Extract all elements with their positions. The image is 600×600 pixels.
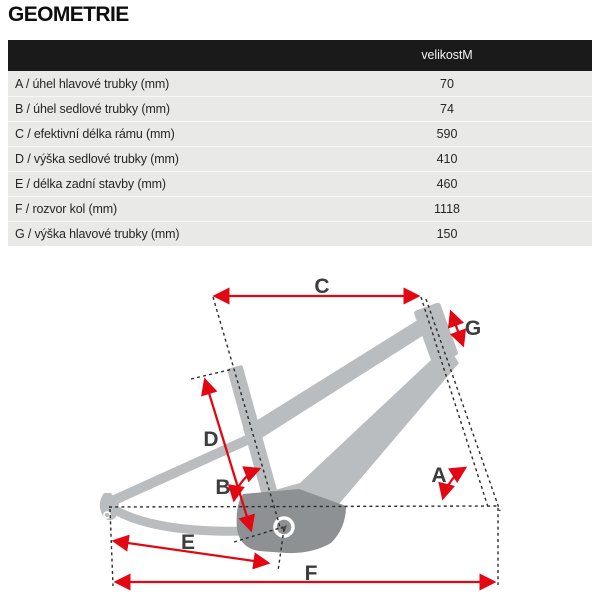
row-label: G / výška hlavové trubky (mm) [15,227,180,241]
table-row [8,146,592,171]
header-label-spacer [8,40,302,71]
bike-geometry-diagram [0,252,600,600]
row-value: 70 [440,76,454,91]
row-value: 590 [436,127,458,141]
table-row [8,121,592,146]
rear-vertical-line [110,509,113,586]
row-label: A / úhel hlavové trubky (mm) [15,76,170,91]
label-G: G [464,317,482,340]
table-row [8,171,592,196]
page-title: GEOMETRIE [8,3,129,26]
row-label: C / efektivní délka rámu (mm) [15,127,175,141]
row-label: B / úhel sedlové trubky (mm) [15,102,170,116]
top-tube [243,313,435,446]
table-row [8,196,592,221]
row-value: 1118 [434,202,460,216]
label-A: A [431,464,447,487]
bike-frame [100,302,459,553]
table-row [8,96,592,121]
table-row [8,221,592,246]
chainstay-tube [107,505,252,531]
horizontal-axle-line [109,506,497,507]
label-B: B [215,476,231,499]
row-value: 460 [436,177,458,191]
row-value: 410 [436,152,458,166]
seat-top-tick [191,369,233,379]
row-label: F / rozvor kol (mm) [15,202,118,216]
label-C: C [314,275,330,298]
label-D: D [203,428,219,451]
row-value: 150 [436,227,458,241]
label-E: E [180,531,196,554]
row-value: 74 [440,102,454,116]
table-header-row [8,40,592,71]
size-column-header: velikostM [421,48,473,62]
row-label: D / výška sedlové trubky (mm) [15,152,179,166]
table-row [8,71,592,96]
label-F: F [304,562,318,585]
geometry-table [8,40,592,246]
bike-frame-svg [0,252,600,600]
row-label: E / délka zadní stavby (mm) [15,177,166,191]
